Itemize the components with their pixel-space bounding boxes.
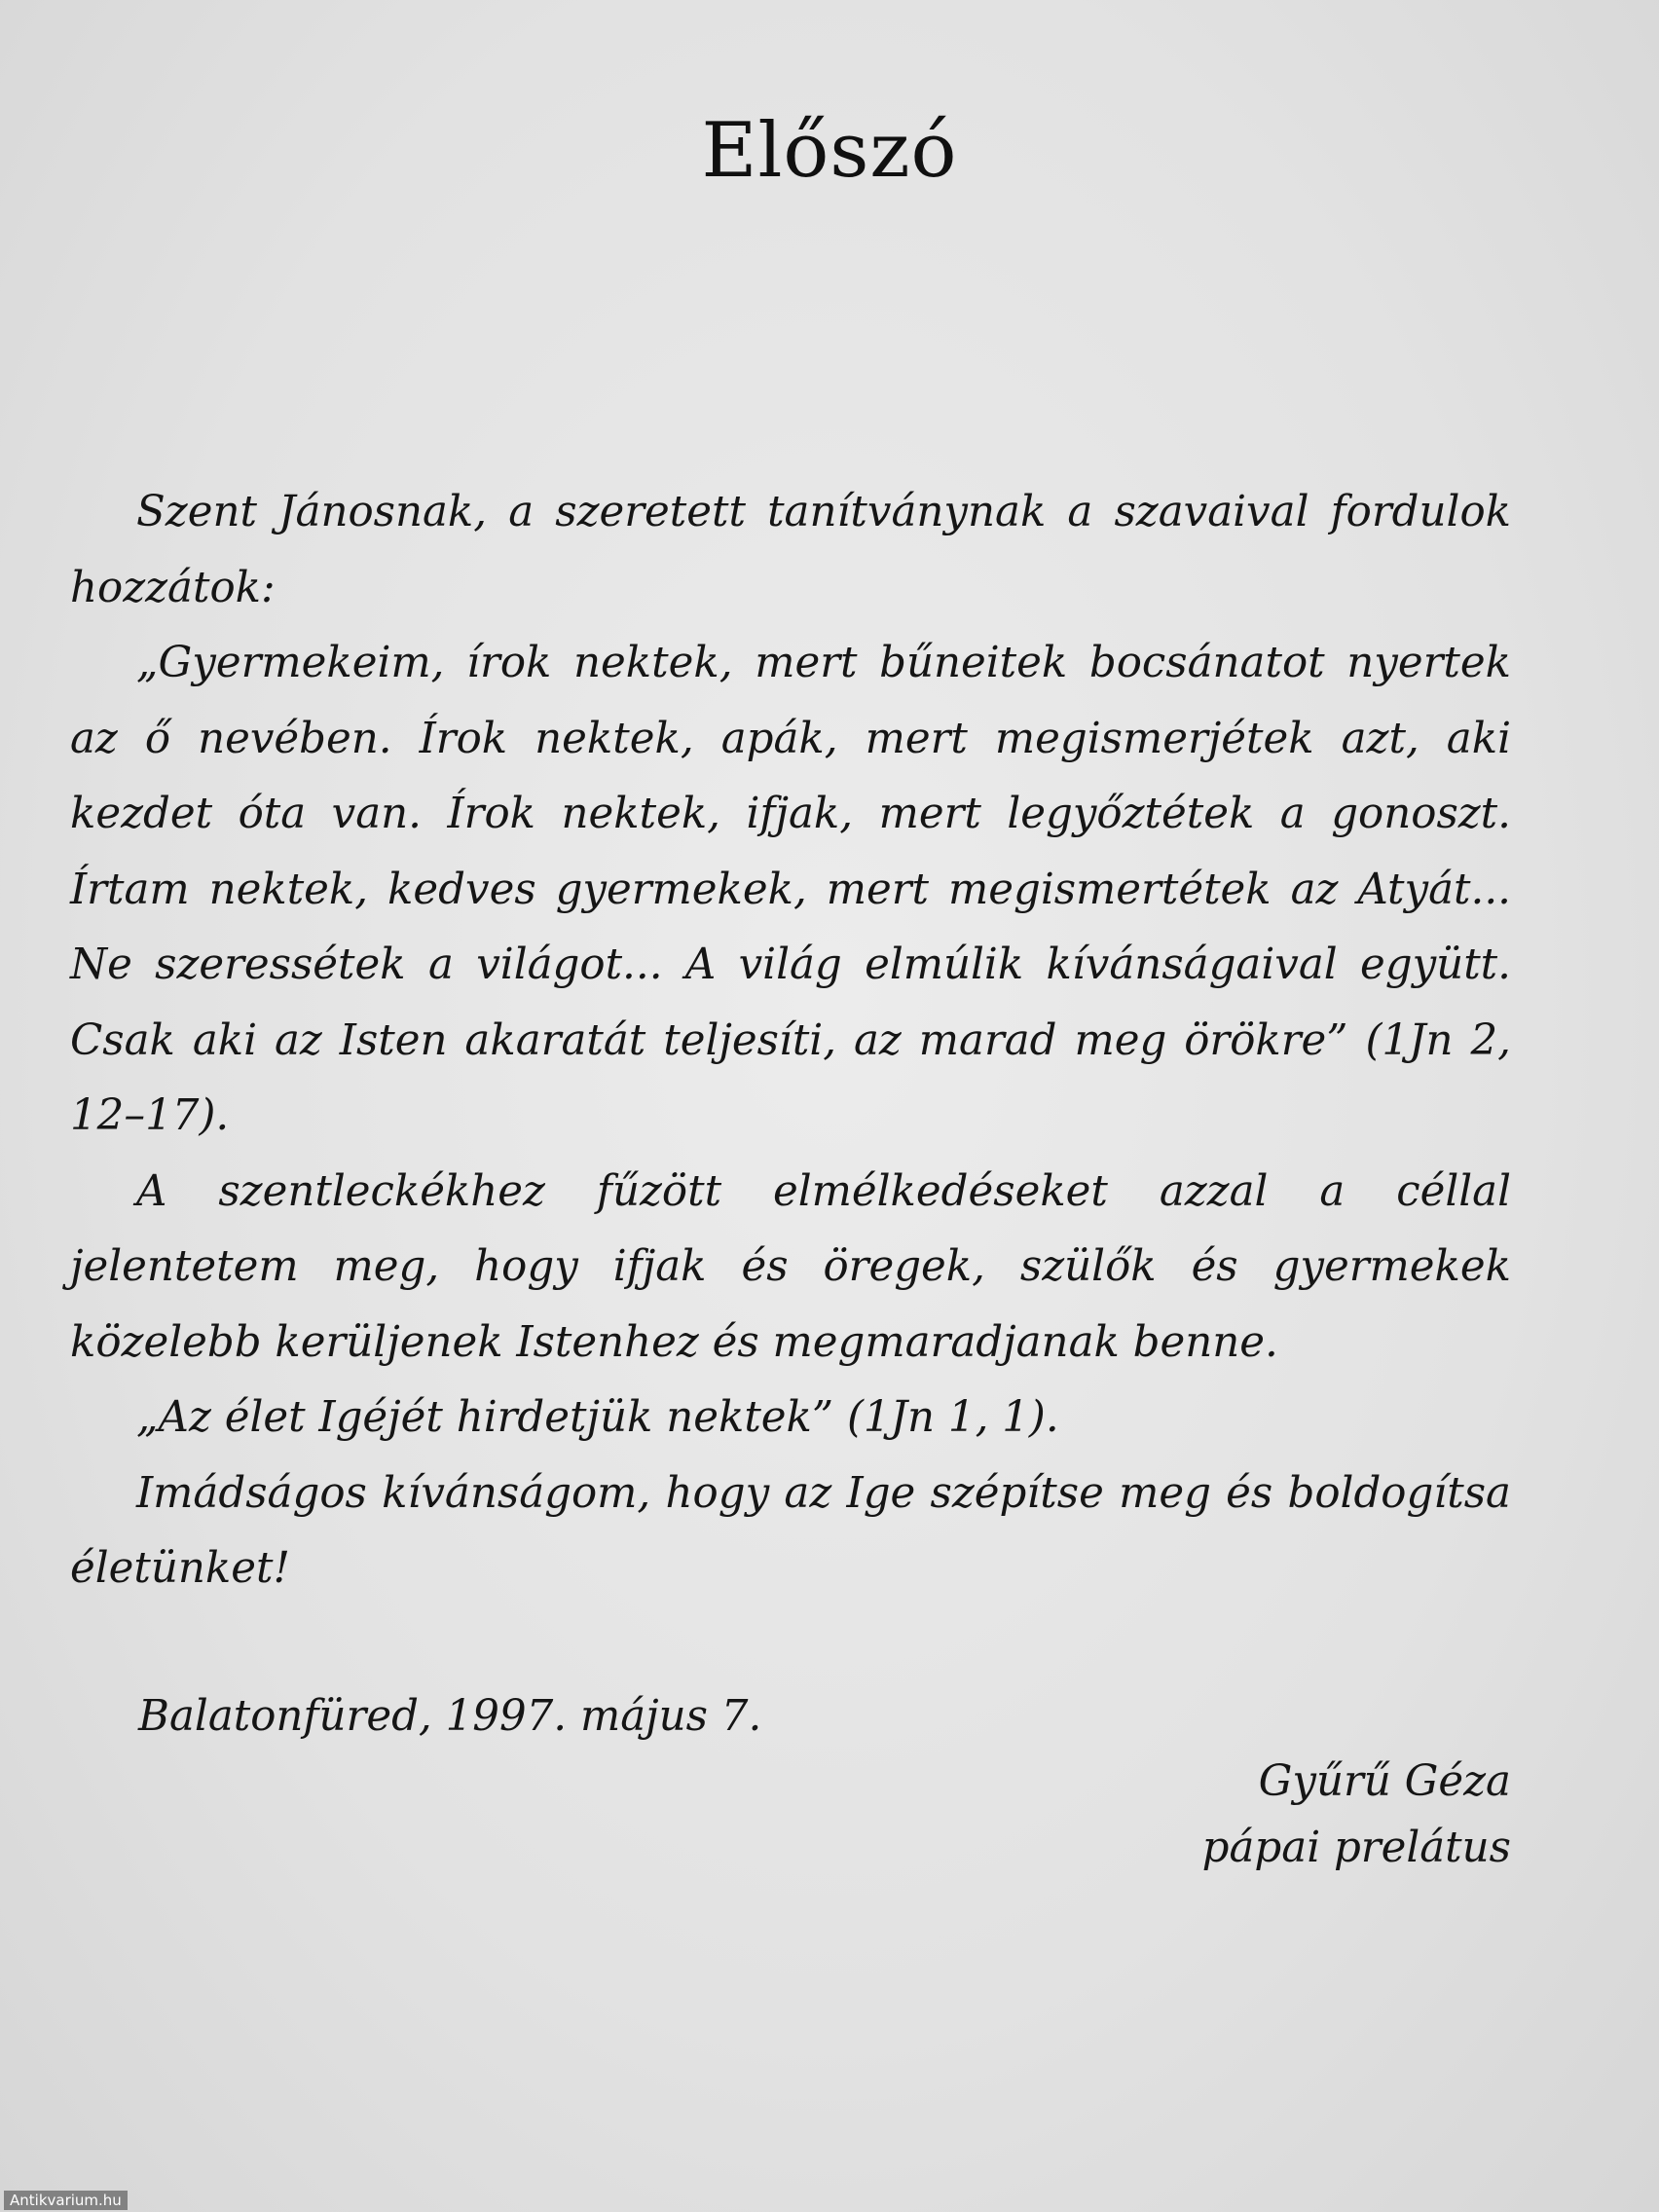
- preface-paragraph: „Az élet Igéjét hirdetjük nektek” (1Jn 1, 1).: [136, 1393, 1059, 1442]
- preface-paragraph: „Gyermekeim, írok nektek, mert bűneitek bocsánatot nyertek az ő nevében. Írok nektek, apák, mert megismerjétek azt, aki kezdet óta van. Írok nektek, ifjak, mert legyőztétek a gonoszt. Írtam nektek, kedves gyermekek, mert megismertétek az Atyát... Ne szeressétek a világot... A világ elmúlik kívánságaival együtt. Csak aki az Isten akaratát teljesíti, az marad meg örökre” (1Jn 2, 12–17).: [70, 639, 1511, 1140]
- preface-paragraph: A szentleckékhez fűzött elmélkedéseket azzal a céllal jelentetem meg, hogy ifjak és öregek, szülők és gyermekek közelebb kerüljenek Istenhez és megmaradjanak benne.: [70, 1166, 1511, 1367]
- signature-role: pápai prelátus: [1201, 1824, 1511, 1872]
- place-date: Balatonfüred, 1997. május 7.: [138, 1692, 762, 1741]
- signature-block: [1202, 1749, 1511, 1881]
- signature-name: Gyűrű Géza: [1258, 1757, 1511, 1806]
- page-title: Előszó: [701, 107, 958, 196]
- site-watermark: Antikvarium.hu: [4, 2191, 128, 2210]
- preface-paragraph: Imádságos kívánságom, hogy az Ige szépítse meg és boldogítsa életünket!: [70, 1468, 1511, 1593]
- preface-body: [70, 475, 1511, 1607]
- preface-paragraph: Szent Jánosnak, a szeretett tanítványnak a szavaival fordulok hozzátok:: [70, 488, 1511, 612]
